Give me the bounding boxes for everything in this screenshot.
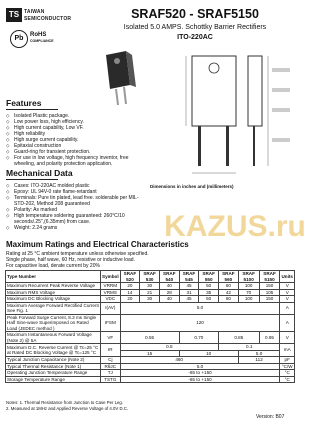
row-symbol: TJ [101,370,121,377]
list-item: ◇ Epitaxial construction [6,143,146,149]
list-item: ◇ High surge current capability. [6,137,146,143]
mechanical-heading: Mechanical Data [6,168,73,178]
row-symbol: Cj [101,357,121,364]
package-photo-icon [88,47,178,107]
footnote: Notes: 1. Thermal Resistance from Junction to Case Per Leg. [6,400,123,405]
list-item: ◇ Weight: 2.24 grams [6,225,146,231]
table-row [6,314,295,332]
row-unit: °C [280,376,295,383]
row-unit: V [280,289,295,296]
row-value: 31 [179,289,199,296]
mechanical-list [6,183,146,231]
list-item: ◇ High temperature soldering guaranteed: 260°C/10 seconds/.25",(6.35mm) from case. [6,213,146,225]
company-name-line2: SEMICONDUCTOR [24,16,72,22]
list-item: ◇ Guard-ring for transient protection. [6,149,146,155]
list-item: ◇ Cases: ITO-220AC molded plastic [6,183,146,189]
row-symbol: VDC [101,296,121,303]
row-unit: A [280,314,295,332]
ratings-heading: Maximum Ratings and Electrical Characteristics [6,240,189,249]
dimension-drawing [178,48,294,188]
list-item: ◇ High current capability, Low VF. [6,125,146,131]
row-value: 21 [140,289,160,296]
row-value: 50 [199,283,219,290]
row-value: 0.95 [259,332,280,344]
row-description: Typical Junction Capacitance (Note 2) [6,357,101,364]
row-description: Maximum Recurrent Peak Reverse Voltage [6,283,101,290]
device-header: SRAF 530 [140,271,160,283]
row-value: 5.0 [120,302,280,314]
device-header: SRAF 540 [159,271,179,283]
device-header: SRAF 520 [120,271,140,283]
company-logo: TS [6,8,22,22]
device-header: SRAF 5150 [259,271,280,283]
row-description: Storage Temperature Range [6,376,101,383]
row-value: 0.1 [219,344,280,351]
row-description: Maximum Average Forward Rectified Current See Fig. 1 [7,302,99,313]
row-value: 0.70 [179,332,218,344]
list-item: ◇ Low power loss, high efficiency. [6,119,146,125]
list-item: ◇ Terminals: Pure tin plated, lead free. solderable per MIL-STD-202, Method 208 guaranteed [6,195,146,207]
row-unit: °C/W [281,363,293,369]
table-row [6,332,295,344]
row-description: Maximum RMS Voltage [6,289,101,296]
table-row [6,296,295,303]
row-description: Typical Thermal Resistance (Note 1) [6,363,101,370]
row-value: 42 [219,289,239,296]
row-symbol: VRRM [101,283,121,290]
row-value: 28 [159,289,179,296]
row-symbol: IR [101,344,121,357]
row-description: Peak Forward Surge Current, 8.3 ms Single Half Sine-wave Superimposed on Rated Load (JEDEC method ) [6,314,101,332]
device-header: SRAF 545 [179,271,199,283]
row-value: 0.55 [120,332,179,344]
package-name: ITO-220AC [177,34,213,41]
version-label: Version: B07 [256,414,285,420]
row-value: 20 [120,296,140,303]
pb-free-icon: Pb [10,30,28,48]
row-value: 40 [159,296,179,303]
row-value: 5.0 [120,363,280,370]
row-symbol: VF [101,332,121,344]
row-symbol: RθJC [101,363,121,370]
row-value: 105 [259,289,280,296]
row-description: Maximum Instantaneous Forward Voltage (Note 2) @ 5A [6,332,101,344]
row-value: 0.85 [219,332,260,344]
rohs-label: RoHS [30,32,47,38]
row-description: Maximum D.C. Reverse Current @ Tc=25 °C at Rated DC Blocking Voltage @ Tc=125 °C [6,344,101,357]
row-value: 20 [120,283,140,290]
row-value: 100 [238,296,259,303]
row-value: 14 [120,289,140,296]
table-row [6,376,295,383]
row-description: Operating Junction Temperature Range [6,370,101,377]
ratings-table [5,270,295,383]
row-value: 30 [140,296,160,303]
dimension-caption: Dimensions in inches and (millimeters) [150,184,234,189]
row-unit: V [280,283,295,290]
row-unit: A [280,302,295,314]
row-symbol: I(AV) [101,302,121,314]
ratings-note: Single phase, half wave, 60 Hz, resistive or inductive load. [6,257,135,263]
units-header: Units [280,271,295,283]
row-value: -65 to +150 [120,370,280,377]
row-value: 35 [199,289,219,296]
row-value: 112 [238,357,280,364]
page-title: SRAF520 - SRAF5150 [131,7,259,21]
row-value: 60 [219,283,239,290]
row-symbol: IFSM [101,314,121,332]
row-value: 40 [159,283,179,290]
ratings-note: Rating at 25 °C ambient temperature unless otherwise specified. [6,251,149,257]
row-value: 30 [140,283,160,290]
row-symbol: TSTG [101,376,121,383]
row-value: 45 [179,296,199,303]
row-value: 5.0 [238,350,280,357]
features-divider [6,109,58,110]
table-header-row [6,271,295,283]
mechanical-divider [6,179,58,180]
row-unit: pF [280,357,295,364]
svg-text:KAZUS.ru: KAZUS.ru [164,210,306,243]
row-unit: V [280,332,295,344]
row-value: 45 [179,283,199,290]
footnote: 2. Measured at 1MHz and Applied Reverse Voltage of 4.0V D.C. [6,406,129,411]
row-value: 50 [199,296,219,303]
row-unit: V [280,296,295,303]
row-value: 15 [120,350,179,357]
row-description: Maximum DC Blocking Voltage [6,296,101,303]
company-name-line1: TAIWAN [24,9,45,15]
rohs-compliance-label: COMPLIANCE [30,39,54,43]
table-row [6,283,295,290]
table-row [6,289,295,296]
row-unit: mA [280,344,295,357]
row-value: 460 [120,357,238,364]
features-list [6,113,146,167]
row-value: 70 [238,289,259,296]
symbol-header: Symbol [101,271,121,283]
row-value: 100 [238,283,259,290]
table-row [6,302,295,314]
list-item: ◇ High reliability [6,131,146,137]
device-header: SRAF 5100 [238,271,259,283]
row-value: 150 [259,296,280,303]
watermark-logo [164,208,306,243]
type-number-header: Type Number [6,271,101,283]
row-value: -65 to +150 [120,376,280,383]
row-symbol: VRMS [101,289,121,296]
row-value: 10 [179,350,238,357]
ratings-note: For capacitive load, derate current by 20% [6,263,100,269]
row-value: 150 [259,283,280,290]
features-heading: Features [6,98,42,108]
list-item: ◇ Isolated Plastic package. [6,113,146,119]
list-item: ◇ Polarity: As marked [6,207,146,213]
list-item: ◇ For use in low voltage, high frequency inventor, free wheeling, and polarity protection application. [6,155,146,167]
row-value: 0.5 [120,344,218,351]
list-item: ◇ Epoxy: UL 94V-0 rate flame-retardant [6,189,146,195]
row-value: 60 [219,296,239,303]
row-value: 120 [120,314,280,332]
device-header: SRAF 560 [219,271,239,283]
device-header: SRAF 550 [199,271,219,283]
page-subtitle: Isolated 5.0 AMPS. Schottky Barrier Rectifiers [123,24,267,31]
row-unit: °C [280,370,295,377]
